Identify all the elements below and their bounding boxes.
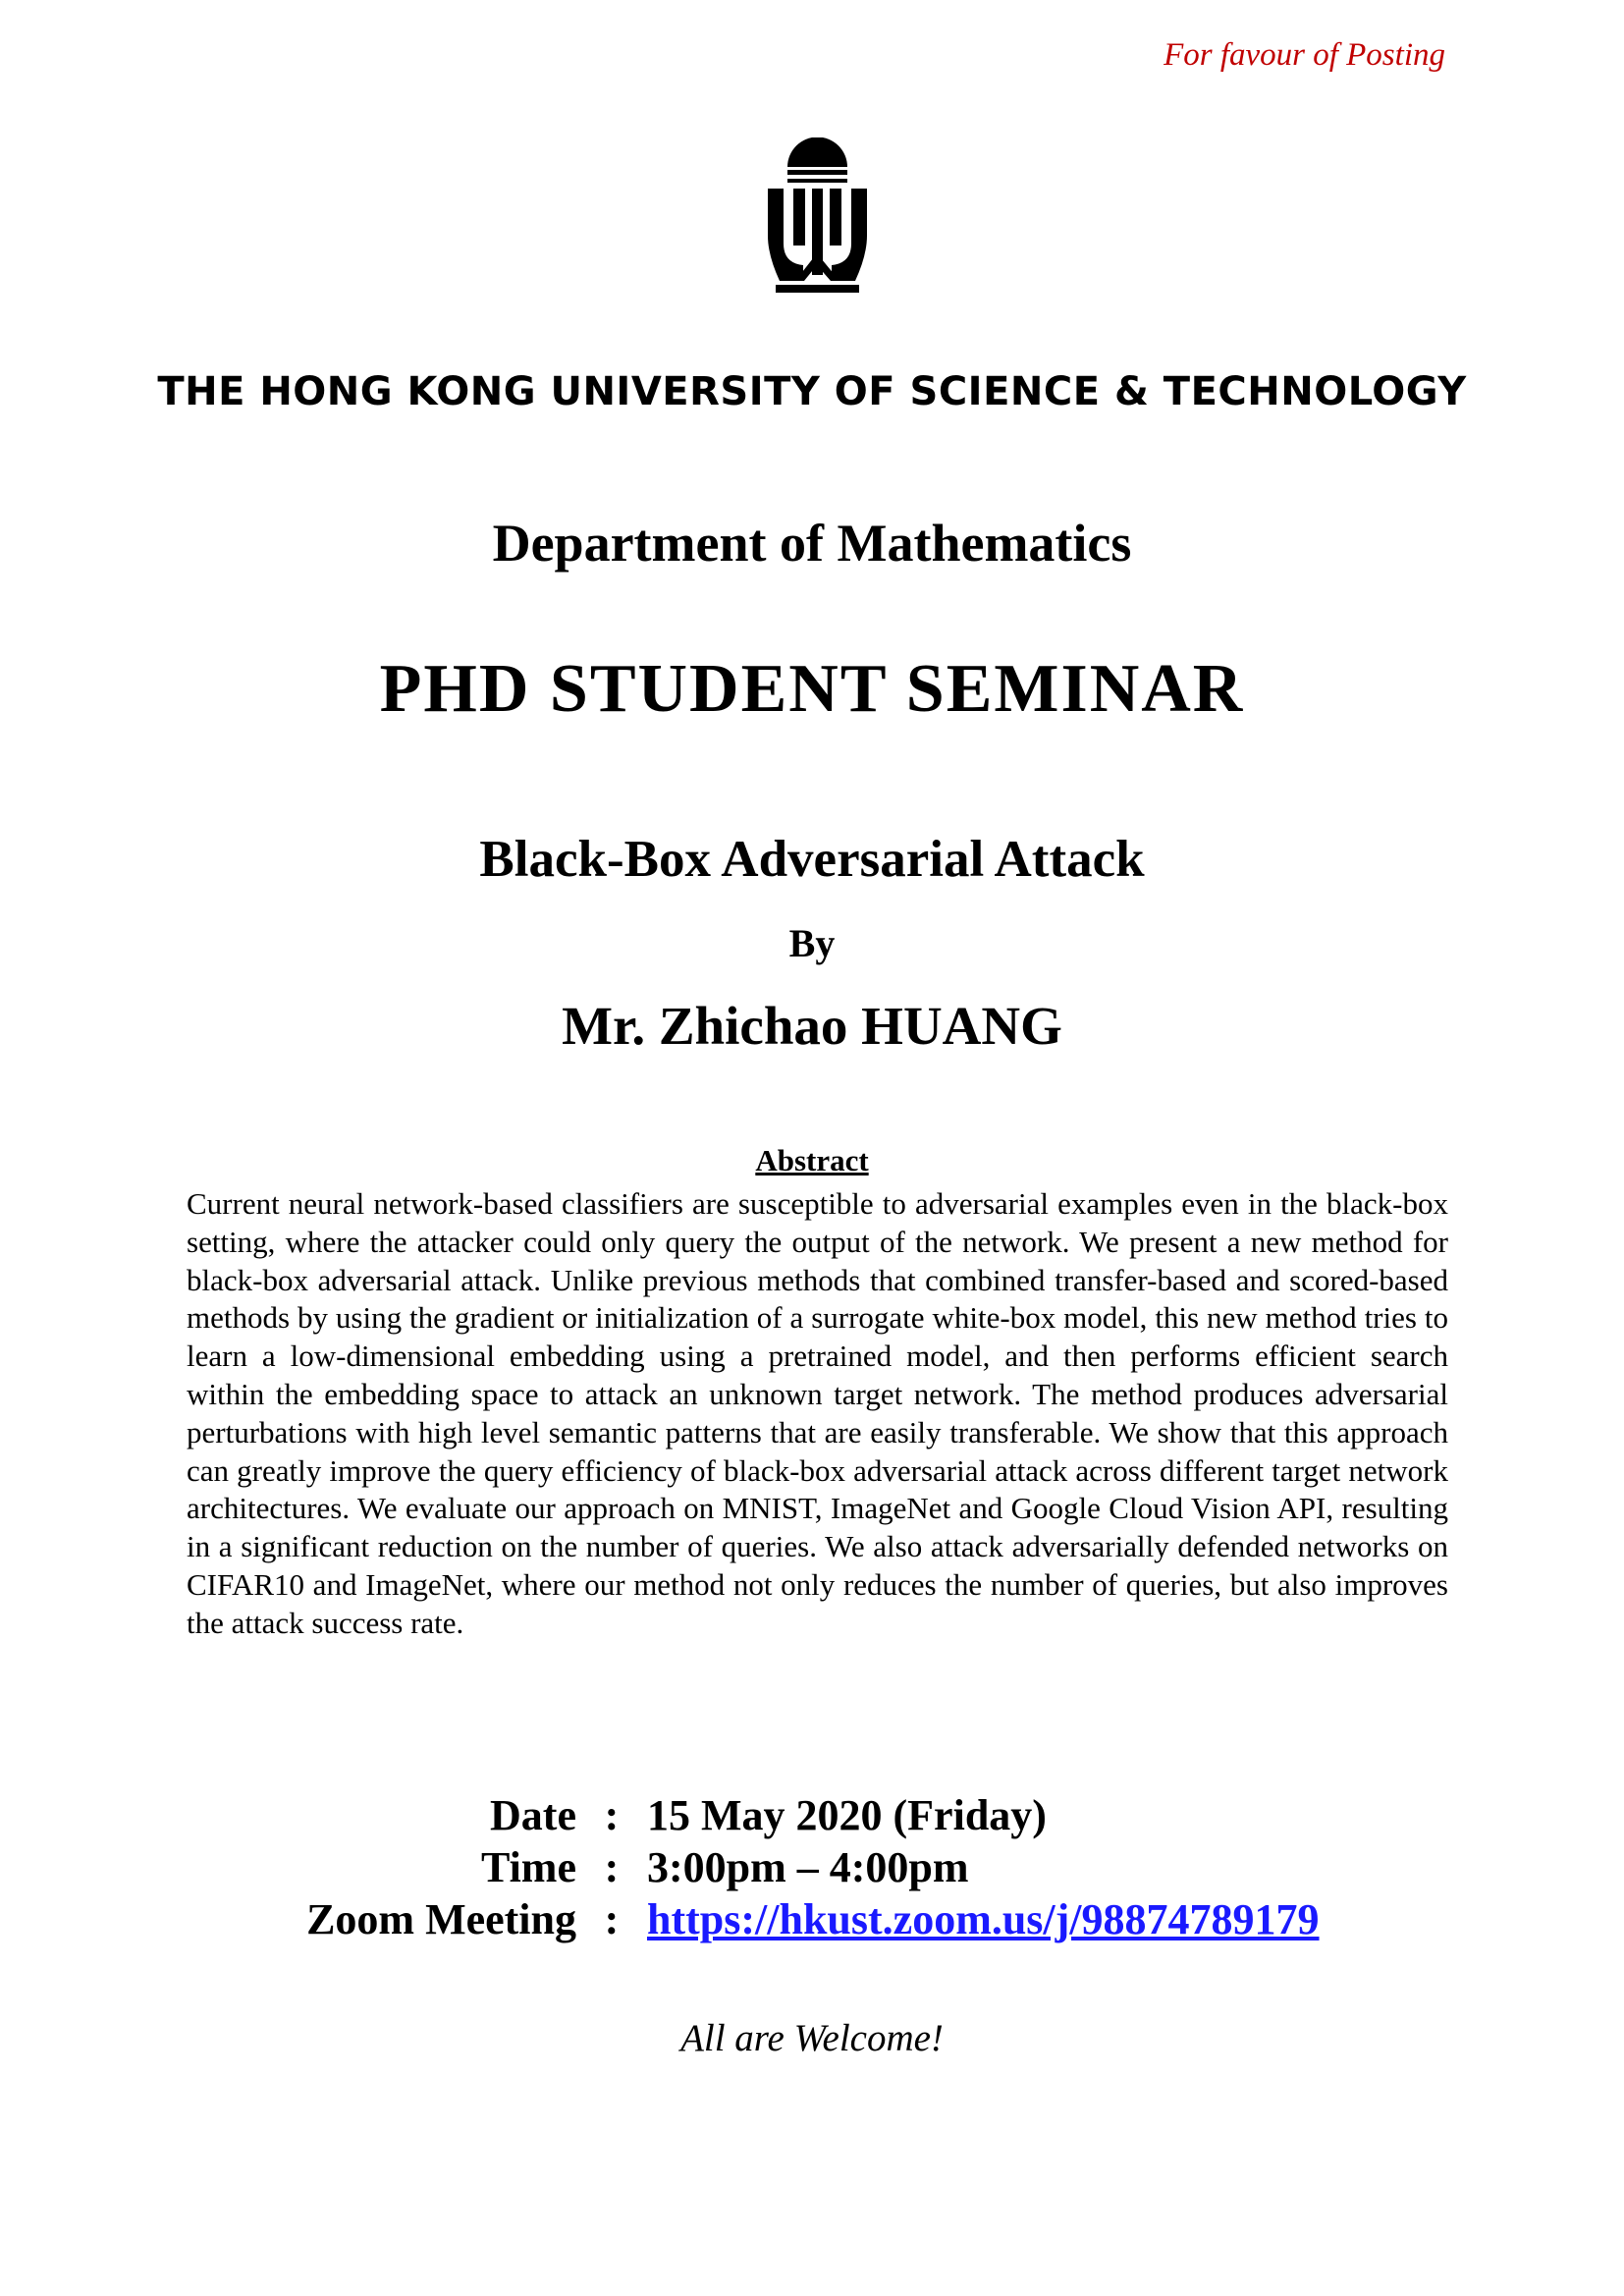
date-separator: : bbox=[604, 1791, 620, 1839]
zoom-row bbox=[285, 1893, 1320, 1945]
zoom-value bbox=[647, 1893, 1320, 1945]
time-row bbox=[285, 1841, 1320, 1893]
date-value: 15 May 2020 (Friday) bbox=[647, 1791, 1047, 1839]
talk-title: Black-Box Adversarial Attack bbox=[479, 831, 1145, 888]
event-details bbox=[285, 1789, 1320, 1945]
abstract-body: Current neural network-based classifiers are susceptible to adversarial examples even in the black-box setting, where the attacker could only query the output of the network. We present a new method for black-box adversarial attack. Unlike previous methods that combined transfer-based and scored-based methods by using the gradient or initialization of a surrogate white-box model, this new method tries to learn a low-dimensional embedding using a pretrained model, and then performs efficient search within the embedding space to attack an unknown target network. The method produces adversarial perturbations with high level semantic patterns that are easily transferable. We show that this approach can greatly improve the query efficiency of black-box adversarial attack across different target network architectures. We evaluate our approach on MNIST, ImageNet and Google Cloud Vision API, resulting in a significant reduction on the number of queries. We also attack adversarially defended networks on CIFAR10 and ImageNet, where our method not only reduces the number of queries, but also improves the attack success rate. bbox=[187, 1186, 1448, 1640]
department-title: Department of Mathematics bbox=[492, 514, 1132, 573]
university-name: THE HONG KONG UNIVERSITY OF SCIENCE & TECHNOLOGY bbox=[157, 369, 1467, 414]
posting-note: For favour of Posting bbox=[1164, 37, 1445, 73]
abstract-heading: Abstract bbox=[755, 1143, 869, 1177]
date-label: Date bbox=[490, 1791, 576, 1839]
seminar-type-heading: PHD STUDENT SEMINAR bbox=[379, 651, 1245, 727]
zoom-separator: : bbox=[604, 1895, 620, 1943]
speaker-name: Mr. Zhichao HUANG bbox=[562, 996, 1062, 1056]
zoom-link[interactable]: https://hkust.zoom.us/j/98874789179 bbox=[647, 1895, 1320, 1943]
by-label: By bbox=[788, 921, 836, 965]
zoom-label: Zoom Meeting bbox=[306, 1895, 576, 1943]
time-separator: : bbox=[604, 1843, 620, 1891]
time-label: Time bbox=[481, 1843, 576, 1891]
time-value: 3:00pm – 4:00pm bbox=[647, 1843, 969, 1891]
date-row bbox=[285, 1789, 1320, 1841]
university-logo bbox=[766, 137, 869, 295]
welcome-note: All are Welcome! bbox=[680, 2017, 944, 2059]
